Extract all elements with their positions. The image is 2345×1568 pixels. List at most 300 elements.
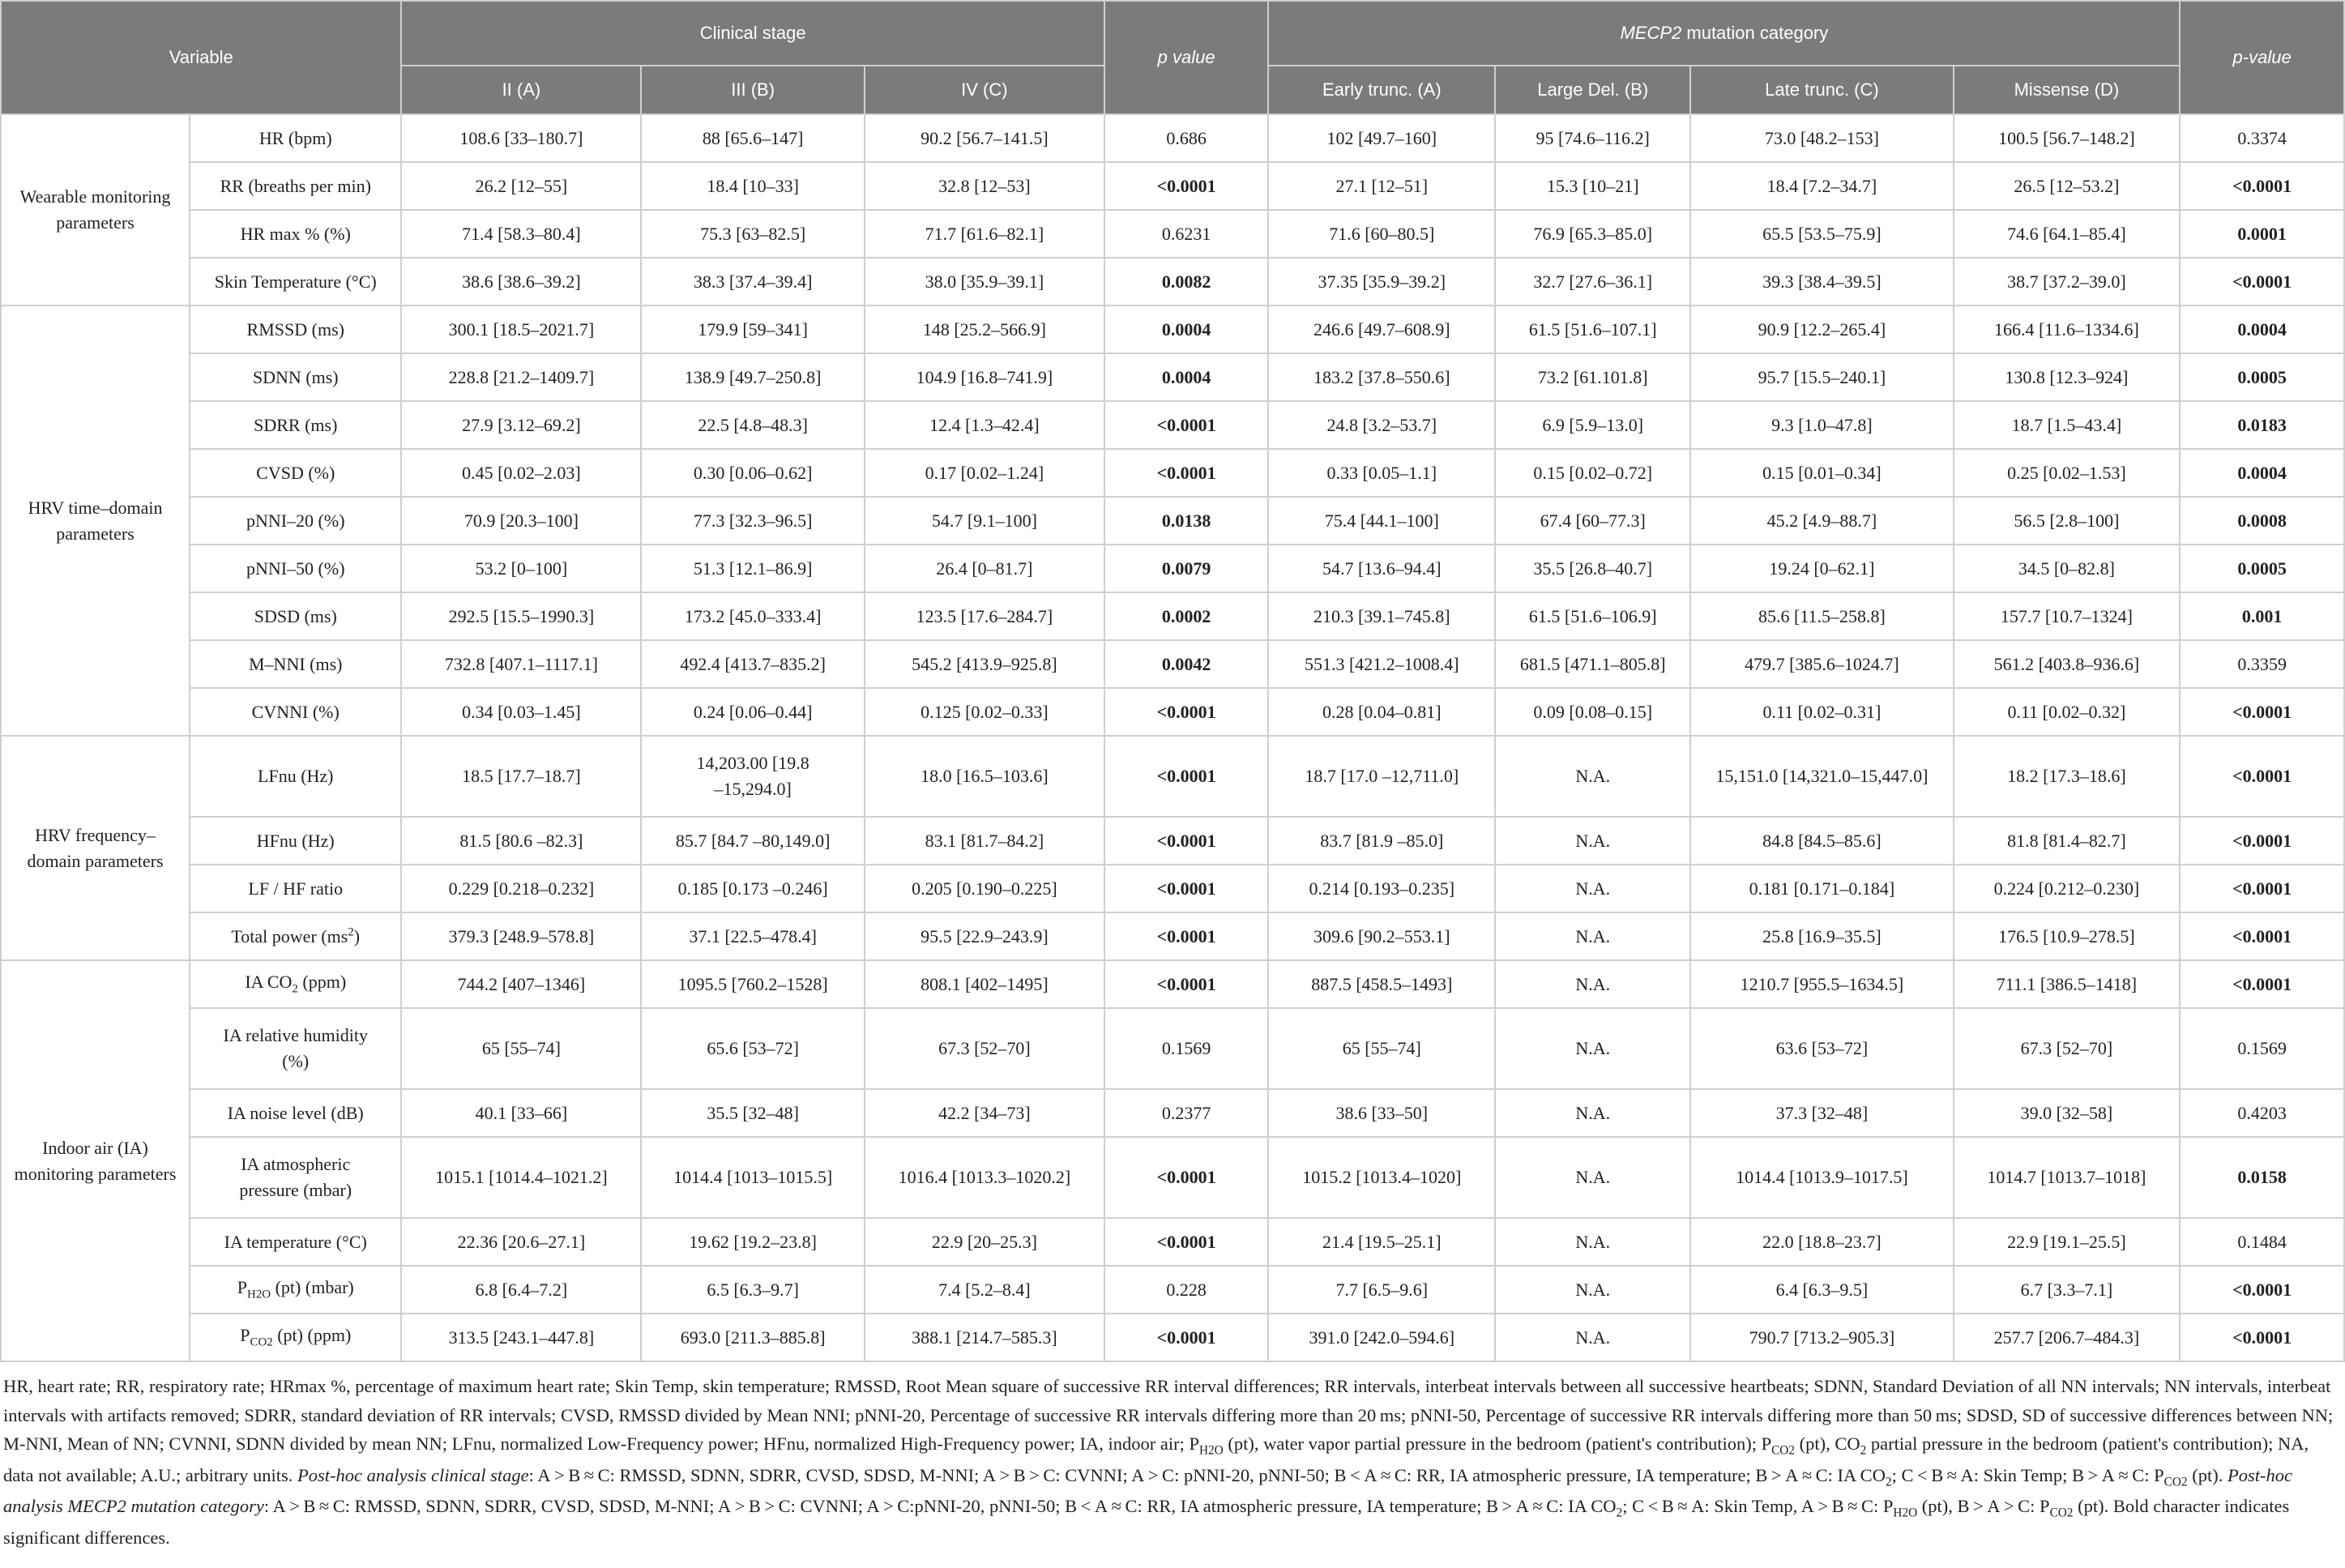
value-cell: 42.2 [34–73]	[865, 1089, 1104, 1137]
value-cell: 22.5 [4.8–48.3]	[641, 401, 865, 449]
value-cell: 81.8 [81.4–82.7]	[1954, 817, 2181, 865]
variable-cell: RMSSD (ms)	[190, 305, 401, 353]
footnote-subscript: CO2	[2049, 1506, 2074, 1520]
value-cell: N.A.	[1495, 1008, 1690, 1089]
value-cell: 21.4 [19.5–25.1]	[1268, 1218, 1495, 1266]
variable-cell: LFnu (Hz)	[190, 736, 401, 817]
value-cell: 12.4 [1.3–42.4]	[865, 401, 1104, 449]
variable-cell: HR max % (%)	[190, 210, 401, 258]
table-row	[1, 1314, 2344, 1361]
value-cell: 379.3 [248.9–578.8]	[401, 912, 641, 960]
header-early-trunc: Early trunc. (A)	[1268, 66, 1495, 114]
value-cell: 887.5 [458.5–1493]	[1268, 960, 1495, 1008]
value-cell: 38.7 [37.2–39.0]	[1954, 258, 2181, 305]
table-header	[1, 1, 2344, 114]
value-cell: 65 [55–74]	[401, 1008, 641, 1089]
group-indoor-air: Indoor air (IA) monitoring parameters	[1, 960, 190, 1361]
value-cell: 54.7 [9.1–100]	[865, 497, 1104, 545]
value-cell: 83.1 [81.7–84.2]	[865, 817, 1104, 865]
value-cell: 45.2 [4.9–88.7]	[1690, 497, 1953, 545]
value-cell: 76.9 [65.3–85.0]	[1495, 210, 1690, 258]
footnote-text: : A > B ≈ C: RMSSD, SDNN, SDRR, CVSD, SDSD, M-NNI; A > B > C: CVNNI; A > C: pNNI-20, pNNI-50; B < A ≈ C: RR, IA atmospheric pressure, IA temperature; B > A ≈ C: IA CO	[528, 1464, 1886, 1485]
variable-text: (pt) (mbar)	[271, 1277, 354, 1298]
value-cell: 711.1 [386.5–1418]	[1954, 960, 2181, 1008]
value-cell: 0.25 [0.02–1.53]	[1954, 449, 2181, 497]
table-row	[1, 1089, 2344, 1137]
value-cell: 37.1 [22.5–478.4]	[641, 912, 865, 960]
value-cell: N.A.	[1495, 736, 1690, 817]
value-cell: 561.2 [403.8–936.6]	[1954, 640, 2181, 688]
value-line: –15,294.0]	[714, 779, 792, 799]
value-cell: N.A.	[1495, 1218, 1690, 1266]
value-cell: 65.5 [53.5–75.9]	[1690, 210, 1953, 258]
value-cell: 61.5 [51.6–106.9]	[1495, 592, 1690, 640]
value-cell: N.A.	[1495, 865, 1690, 912]
value-cell: 7.4 [5.2–8.4]	[865, 1266, 1104, 1314]
variable-superscript: 2	[348, 925, 354, 939]
variable-cell: IA noise level (dB)	[190, 1089, 401, 1137]
value-cell: 176.5 [10.9–278.5]	[1954, 912, 2181, 960]
header-mutation-category	[1268, 1, 2180, 66]
value-cell: 26.5 [12–53.2]	[1954, 162, 2181, 210]
variable-cell: SDNN (ms)	[190, 353, 401, 401]
footnote-text: ; C < B ≈ A: Skin Temp, A > B ≈ C: P	[1622, 1496, 1894, 1517]
variable-cell: HFnu (Hz)	[190, 817, 401, 865]
value-cell: 32.8 [12–53]	[865, 162, 1104, 210]
value-cell: 1095.5 [760.2–1528]	[641, 960, 865, 1008]
value-cell: 300.1 [18.5–2021.7]	[401, 305, 641, 353]
p-value-cell: <0.0001	[1104, 401, 1269, 449]
footnote-text: HR, heart rate; RR, respiratory rate; HRmax %, percentage of maximum heart rate; Skin Temp, skin temperature; RMSSD, Root Mean square of successive RR interval differences; RR intervals, interbeat intervals between all successive heartbeats; SDNN, Standard Deviation of all NN intervals; NN intervals, interbeat intervals with artifacts removed; SDRR, standard deviation of RR intervals; CVSD, RMSSD divided by Mean NNI; pNNI-20, Percentage of successive RR intervals differing more than 20 ms; pNNI-50, Percentage of successive RR intervals differing more than 50 ms; SDSD, SD of successive differences between NN; M-NNI, Mean of NN; CVNNI, SDNN divided by mean NN; LFnu, normalized Low-Frequency power; HFnu, normalized High-Frequency power; IA, indoor air; P	[3, 1376, 2334, 1455]
header-p-value-mutation: p-value	[2180, 1, 2344, 114]
value-cell: 130.8 [12.3–924]	[1954, 353, 2181, 401]
table-footnote	[0, 1362, 2345, 1553]
value-cell: 104.9 [16.8–741.9]	[865, 353, 1104, 401]
value-cell: 732.8 [407.1–1117.1]	[401, 640, 641, 688]
p-value-cell: <0.0001	[2180, 960, 2344, 1008]
value-cell: 479.7 [385.6–1024.7]	[1690, 640, 1953, 688]
value-cell: 6.9 [5.9–13.0]	[1495, 401, 1690, 449]
value-cell: 6.4 [6.3–9.5]	[1690, 1266, 1953, 1314]
value-cell: 1015.2 [1013.4–1020]	[1268, 1137, 1495, 1218]
value-cell: 0.24 [0.06–0.44]	[641, 688, 865, 736]
footnote-text: (pt).	[2187, 1464, 2228, 1485]
value-cell: 123.5 [17.6–284.7]	[865, 592, 1104, 640]
header-stage-iii: III (B)	[641, 66, 865, 114]
footnote-italic: Post-hoc analysis MECP2 mutation category	[3, 1464, 2292, 1517]
value-cell: 90.2 [56.7–141.5]	[865, 114, 1104, 162]
value-cell: 313.5 [243.1–447.8]	[401, 1314, 641, 1361]
p-value-cell: 0.0138	[1104, 497, 1269, 545]
value-cell: 38.6 [33–50]	[1268, 1089, 1495, 1137]
value-cell: 18.0 [16.5–103.6]	[865, 736, 1104, 817]
variable-cell: SDSD (ms)	[190, 592, 401, 640]
p-value-cell: 0.0004	[1104, 353, 1269, 401]
p-value-cell: 0.0004	[2180, 305, 2344, 353]
p-value-cell: 0.0004	[1104, 305, 1269, 353]
value-cell: 6.5 [6.3–9.7]	[641, 1266, 865, 1314]
table-row	[1, 449, 2344, 497]
variable-text: (pt) (ppm)	[272, 1325, 352, 1346]
value-cell: 32.7 [27.6–36.1]	[1495, 258, 1690, 305]
p-value-cell: 0.0005	[2180, 353, 2344, 401]
value-cell: 6.8 [6.4–7.2]	[401, 1266, 641, 1314]
value-cell: 95 [74.6–116.2]	[1495, 114, 1690, 162]
value-cell: 65.6 [53–72]	[641, 1008, 865, 1089]
value-cell: 257.7 [206.7–484.3]	[1954, 1314, 2181, 1361]
footnote-text: ; C < B ≈ A: Skin Temp; B > A ≈ C: P	[1891, 1464, 2164, 1485]
value-cell: 38.3 [37.4–39.4]	[641, 258, 865, 305]
value-cell: 0.28 [0.04–0.81]	[1268, 688, 1495, 736]
value-cell: 309.6 [90.2–553.1]	[1268, 912, 1495, 960]
value-cell: 0.205 [0.190–0.225]	[865, 865, 1104, 912]
header-mecp2-gene: MECP2	[1620, 23, 1682, 44]
variable-text: P	[237, 1277, 248, 1298]
variable-text: IA CO	[245, 972, 293, 993]
footnote-subscript: H2O	[1893, 1506, 1918, 1520]
footnote-subscript: 2	[1860, 1443, 1867, 1458]
value-cell: 35.5 [32–48]	[641, 1089, 865, 1137]
p-value-cell: 0.0183	[2180, 401, 2344, 449]
table-row	[1, 210, 2344, 258]
value-cell: 81.5 [80.6 –82.3]	[401, 817, 641, 865]
table-row	[1, 401, 2344, 449]
value-cell: 24.8 [3.2–53.7]	[1268, 401, 1495, 449]
footnote-text: partial pressure in the bedroom (patient's contribution); NA, data not available; A.U.; arbitrary units.	[3, 1433, 2309, 1485]
value-cell: 808.1 [402–1495]	[865, 960, 1104, 1008]
value-cell: 9.3 [1.0–47.8]	[1690, 401, 1953, 449]
value-cell: 15,151.0 [14,321.0–15,447.0]	[1690, 736, 1953, 817]
value-cell: N.A.	[1495, 960, 1690, 1008]
p-value-cell: 0.0042	[1104, 640, 1269, 688]
value-cell: 75.3 [63–82.5]	[641, 210, 865, 258]
table-row	[1, 688, 2344, 736]
value-cell: 85.7 [84.7 –80,149.0]	[641, 817, 865, 865]
value-cell: 157.7 [10.7–1324]	[1954, 592, 2181, 640]
value-cell: 61.5 [51.6–107.1]	[1495, 305, 1690, 353]
p-value-cell: 0.2377	[1104, 1089, 1269, 1137]
variable-cell	[190, 960, 401, 1008]
variable-cell: pNNI–20 (%)	[190, 497, 401, 545]
value-cell: 0.214 [0.193–0.235]	[1268, 865, 1495, 912]
value-cell: 0.45 [0.02–2.03]	[401, 449, 641, 497]
value-cell: 22.9 [20–25.3]	[865, 1218, 1104, 1266]
value-cell: N.A.	[1495, 912, 1690, 960]
value-cell: 38.6 [38.6–39.2]	[401, 258, 641, 305]
p-value-cell: 0.1569	[1104, 1008, 1269, 1089]
p-value-cell: <0.0001	[2180, 865, 2344, 912]
table-row	[1, 545, 2344, 592]
value-cell: 388.1 [214.7–585.3]	[865, 1314, 1104, 1361]
value-cell: 6.7 [3.3–7.1]	[1954, 1266, 2181, 1314]
variable-line: pressure (mbar)	[239, 1180, 352, 1200]
p-value-cell: <0.0001	[1104, 736, 1269, 817]
value-cell: 54.7 [13.6–94.4]	[1268, 545, 1495, 592]
value-cell: 1014.4 [1013.9–1017.5]	[1690, 1137, 1953, 1218]
value-cell: 67.3 [52–70]	[1954, 1008, 2181, 1089]
header-stage-ii: II (A)	[401, 66, 641, 114]
value-cell: 70.9 [20.3–100]	[401, 497, 641, 545]
value-cell: 0.229 [0.218–0.232]	[401, 865, 641, 912]
p-value-cell: 0.1484	[2180, 1218, 2344, 1266]
value-cell: 22.9 [19.1–25.5]	[1954, 1218, 2181, 1266]
variable-cell: LF / HF ratio	[190, 865, 401, 912]
footnote-subscript: 2	[1616, 1506, 1623, 1520]
value-cell: 53.2 [0–100]	[401, 545, 641, 592]
value-cell: 108.6 [33–180.7]	[401, 114, 641, 162]
value-cell: 0.15 [0.02–0.72]	[1495, 449, 1690, 497]
p-value-cell: 0.228	[1104, 1266, 1269, 1314]
footnote-text: (pt), water vapor partial pressure in the bedroom (patient's contribution); P	[1223, 1433, 1772, 1455]
variable-text: (ppm)	[297, 972, 347, 993]
value-cell: 37.35 [35.9–39.2]	[1268, 258, 1495, 305]
value-cell: 183.2 [37.8–550.6]	[1268, 353, 1495, 401]
value-cell: 18.4 [7.2–34.7]	[1690, 162, 1953, 210]
value-cell: 35.5 [26.8–40.7]	[1495, 545, 1690, 592]
value-cell: 0.30 [0.06–0.62]	[641, 449, 865, 497]
value-cell: 77.3 [32.3–96.5]	[641, 497, 865, 545]
value-cell: 51.3 [12.1–86.9]	[641, 545, 865, 592]
value-cell: 292.5 [15.5–1990.3]	[401, 592, 641, 640]
value-cell: 71.6 [60–80.5]	[1268, 210, 1495, 258]
value-cell: 75.4 [44.1–100]	[1268, 497, 1495, 545]
p-value-cell: 0.6231	[1104, 210, 1269, 258]
p-value-cell: 0.1569	[2180, 1008, 2344, 1089]
variable-text: )	[353, 925, 361, 946]
variable-cell: M–NNI (ms)	[190, 640, 401, 688]
value-cell: 1016.4 [1013.3–1020.2]	[865, 1137, 1104, 1218]
p-value-cell: 0.3374	[2180, 114, 2344, 162]
p-value-cell: 0.0001	[2180, 210, 2344, 258]
p-value-cell: <0.0001	[2180, 817, 2344, 865]
value-cell: 88 [65.6–147]	[641, 114, 865, 162]
table-row	[1, 353, 2344, 401]
value-cell: 693.0 [211.3–885.8]	[641, 1314, 865, 1361]
value-cell: 551.3 [421.2–1008.4]	[1268, 640, 1495, 688]
value-cell: 18.5 [17.7–18.7]	[401, 736, 641, 817]
header-mutation-rest: mutation category	[1681, 23, 1829, 44]
value-cell: 790.7 [713.2–905.3]	[1690, 1314, 1953, 1361]
p-value-cell: <0.0001	[2180, 258, 2344, 305]
value-cell: 18.7 [1.5–43.4]	[1954, 401, 2181, 449]
value-cell: 37.3 [32–48]	[1690, 1089, 1953, 1137]
table-row	[1, 736, 2344, 817]
value-cell: 22.36 [20.6–27.1]	[401, 1218, 641, 1266]
value-cell: 210.3 [39.1–745.8]	[1268, 592, 1495, 640]
footnote-subscript: CO2	[2163, 1475, 2188, 1489]
value-cell: 15.3 [10–21]	[1495, 162, 1690, 210]
p-value-cell: 0.0158	[2180, 1137, 2344, 1218]
value-cell: 85.6 [11.5–258.8]	[1690, 592, 1953, 640]
value-cell: 95.5 [22.9–243.9]	[865, 912, 1104, 960]
footnote-text: (pt). Bold character indicates significant differences.	[3, 1496, 2290, 1549]
variable-subscript: 2	[292, 982, 298, 996]
p-value-cell: 0.4203	[2180, 1089, 2344, 1137]
table-row	[1, 1137, 2344, 1218]
header-late-trunc: Late trunc. (C)	[1690, 66, 1953, 114]
variable-cell: IA temperature (°C)	[190, 1218, 401, 1266]
value-cell: 18.2 [17.3–18.6]	[1954, 736, 2181, 817]
table-row	[1, 114, 2344, 162]
value-cell: 39.0 [32–58]	[1954, 1089, 2181, 1137]
value-cell: 71.4 [58.3–80.4]	[401, 210, 641, 258]
p-value-cell: <0.0001	[1104, 1218, 1269, 1266]
value-cell	[641, 736, 865, 817]
value-cell: 681.5 [471.1–805.8]	[1495, 640, 1690, 688]
header-missense: Missense (D)	[1954, 66, 2181, 114]
value-cell: 40.1 [33–66]	[401, 1089, 641, 1137]
variable-subscript: H2O	[247, 1288, 271, 1301]
table-row	[1, 1218, 2344, 1266]
value-cell: 95.7 [15.5–240.1]	[1690, 353, 1953, 401]
variable-cell	[190, 1266, 401, 1314]
value-cell: 744.2 [407–1346]	[401, 960, 641, 1008]
p-value-cell: 0.0008	[2180, 497, 2344, 545]
value-cell: 67.3 [52–70]	[865, 1008, 1104, 1089]
footnote-italic: Post-hoc analysis clinical stage	[297, 1464, 529, 1485]
p-value-cell: 0.001	[2180, 592, 2344, 640]
table-row	[1, 960, 2344, 1008]
header-clinical-stage: Clinical stage	[401, 1, 1104, 66]
variable-cell: SDRR (ms)	[190, 401, 401, 449]
variable-cell	[190, 1008, 401, 1089]
table-row	[1, 162, 2344, 210]
value-cell: 67.4 [60–77.3]	[1495, 497, 1690, 545]
p-value-cell: <0.0001	[2180, 736, 2344, 817]
p-value-cell: <0.0001	[1104, 817, 1269, 865]
value-cell: 7.7 [6.5–9.6]	[1268, 1266, 1495, 1314]
header-stage-iv: IV (C)	[865, 66, 1104, 114]
value-cell: 65 [55–74]	[1268, 1008, 1495, 1089]
value-cell: 0.15 [0.01–0.34]	[1690, 449, 1953, 497]
p-value-cell: <0.0001	[1104, 449, 1269, 497]
variable-cell	[190, 1314, 401, 1361]
value-cell: 56.5 [2.8–100]	[1954, 497, 2181, 545]
table-row	[1, 1008, 2344, 1089]
value-cell: 38.0 [35.9–39.1]	[865, 258, 1104, 305]
value-cell: 173.2 [45.0–333.4]	[641, 592, 865, 640]
value-cell: 102 [49.7–160]	[1268, 114, 1495, 162]
value-cell: 179.9 [59–341]	[641, 305, 865, 353]
p-value-cell: <0.0001	[2180, 688, 2344, 736]
p-value-cell: <0.0001	[1104, 865, 1269, 912]
value-cell: 18.4 [10–33]	[641, 162, 865, 210]
variable-cell	[190, 1137, 401, 1218]
p-value-cell: <0.0001	[2180, 1314, 2344, 1361]
value-cell: 0.125 [0.02–0.33]	[865, 688, 1104, 736]
p-value-cell: <0.0001	[1104, 1137, 1269, 1218]
value-cell: 0.185 [0.173 –0.246]	[641, 865, 865, 912]
table-row	[1, 592, 2344, 640]
footnote-text: (pt), CO	[1795, 1433, 1860, 1455]
value-cell: 34.5 [0–82.8]	[1954, 545, 2181, 592]
table-row	[1, 865, 2344, 912]
value-cell: 166.4 [11.6–1334.6]	[1954, 305, 2181, 353]
p-value-cell: 0.686	[1104, 114, 1269, 162]
value-line: 14,203.00 [19.8	[696, 753, 809, 774]
value-cell: 0.17 [0.02–1.24]	[865, 449, 1104, 497]
p-value-cell: <0.0001	[2180, 162, 2344, 210]
table-row	[1, 305, 2344, 353]
table-row	[1, 912, 2344, 960]
value-cell: 19.24 [0–62.1]	[1690, 545, 1953, 592]
p-value-cell: 0.0005	[2180, 545, 2344, 592]
value-cell: 545.2 [413.9–925.8]	[865, 640, 1104, 688]
value-cell: 18.7 [17.0 –12,711.0]	[1268, 736, 1495, 817]
variable-text: Total power (ms	[231, 925, 348, 946]
table-body	[1, 114, 2344, 1361]
value-cell: 246.6 [49.7–608.9]	[1268, 305, 1495, 353]
value-cell: 0.224 [0.212–0.230]	[1954, 865, 2181, 912]
value-cell: 39.3 [38.4–39.5]	[1690, 258, 1953, 305]
value-cell: 27.1 [12–51]	[1268, 162, 1495, 210]
value-cell: 63.6 [53–72]	[1690, 1008, 1953, 1089]
value-cell: 27.9 [3.12–69.2]	[401, 401, 641, 449]
variable-cell: CVSD (%)	[190, 449, 401, 497]
value-cell: 71.7 [61.6–82.1]	[865, 210, 1104, 258]
value-cell: 0.34 [0.03–1.45]	[401, 688, 641, 736]
header-variable: Variable	[1, 1, 401, 114]
value-cell: 0.11 [0.02–0.32]	[1954, 688, 2181, 736]
variable-subscript: CO2	[250, 1335, 273, 1349]
table-row	[1, 817, 2344, 865]
variable-cell: CVNNI (%)	[190, 688, 401, 736]
value-cell: 1014.4 [1013–1015.5]	[641, 1137, 865, 1218]
p-value-cell: <0.0001	[1104, 162, 1269, 210]
value-cell: 492.4 [413.7–835.2]	[641, 640, 865, 688]
value-cell: 25.8 [16.9–35.5]	[1690, 912, 1953, 960]
variable-cell: RR (breaths per min)	[190, 162, 401, 210]
value-cell: 0.181 [0.171–0.184]	[1690, 865, 1953, 912]
value-cell: N.A.	[1495, 1314, 1690, 1361]
footnote-text: (pt), B > A > C: P	[1917, 1496, 2050, 1517]
table-row	[1, 640, 2344, 688]
value-cell: 19.62 [19.2–23.8]	[641, 1218, 865, 1266]
value-cell: 1210.7 [955.5–1634.5]	[1690, 960, 1953, 1008]
value-cell: 0.11 [0.02–0.31]	[1690, 688, 1953, 736]
value-cell: 83.7 [81.9 –85.0]	[1268, 817, 1495, 865]
variable-cell	[190, 912, 401, 960]
variable-line: IA relative humidity	[223, 1025, 368, 1046]
p-value-cell: 0.0079	[1104, 545, 1269, 592]
variable-cell: HR (bpm)	[190, 114, 401, 162]
value-cell: 228.8 [21.2–1409.7]	[401, 353, 641, 401]
value-cell: 138.9 [49.7–250.8]	[641, 353, 865, 401]
table-row	[1, 497, 2344, 545]
table-row	[1, 1266, 2344, 1314]
group-hrv-frequency: HRV frequency– domain parameters	[1, 736, 190, 960]
value-cell: 1015.1 [1014.4–1021.2]	[401, 1137, 641, 1218]
footnote-subscript: 2	[1885, 1475, 1892, 1489]
group-wearable: Wearable monitoring parameters	[1, 114, 190, 305]
value-cell: 73.0 [48.2–153]	[1690, 114, 1953, 162]
group-hrv-time: HRV time–domain parameters	[1, 305, 190, 736]
variable-line: (%)	[282, 1051, 310, 1071]
p-value-cell: 0.3359	[2180, 640, 2344, 688]
value-cell: 26.4 [0–81.7]	[865, 545, 1104, 592]
footnote-text: : A > B ≈ C: RMSSD, SDNN, SDRR, CVSD, SDSD, M-NNI; A > B > C: CVNNI; A > C:pNNI-20, pNNI-50; B < A ≈ C: RR, IA atmospheric pressure, IA temperature; B > A ≈ C: IA CO	[263, 1496, 1617, 1517]
table-row	[1, 258, 2344, 305]
p-value-cell: 0.0004	[2180, 449, 2344, 497]
p-value-cell: 0.0082	[1104, 258, 1269, 305]
p-value-cell: <0.0001	[1104, 960, 1269, 1008]
value-cell: 22.0 [18.8–23.7]	[1690, 1218, 1953, 1266]
value-cell: 100.5 [56.7–148.2]	[1954, 114, 2181, 162]
value-cell: 73.2 [61.101.8]	[1495, 353, 1690, 401]
header-large-del: Large Del. (B)	[1495, 66, 1690, 114]
variable-cell: Skin Temperature (°C)	[190, 258, 401, 305]
value-cell: N.A.	[1495, 1089, 1690, 1137]
